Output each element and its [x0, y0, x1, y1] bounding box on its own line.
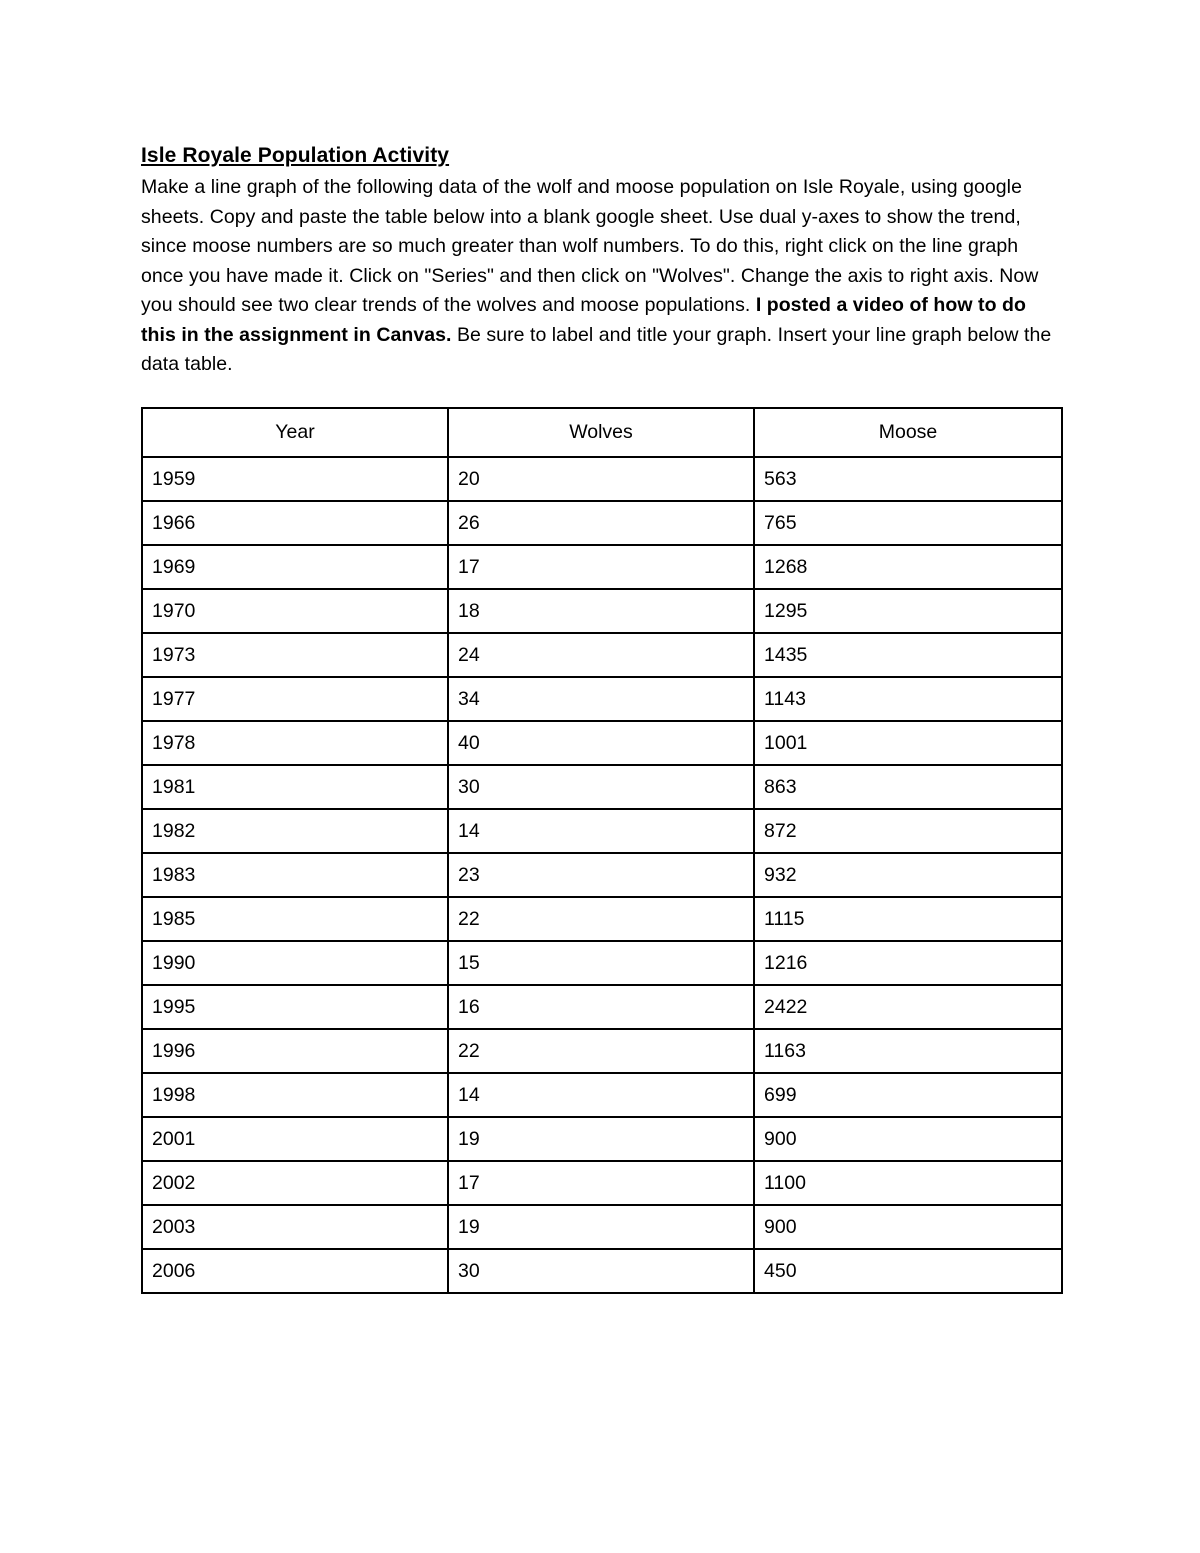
instructions-text-2: Be sure to label and title your graph. Insert your line graph below the data table.: [141, 323, 1052, 375]
document-body: [141, 141, 1061, 380]
cell-moose: 765: [754, 501, 1062, 545]
cell-moose: 872: [754, 809, 1062, 853]
cell-wolves: 19: [448, 1205, 754, 1249]
instructions-paragraph: [141, 173, 1061, 380]
table-header: [142, 408, 1062, 457]
table-row: [142, 633, 1062, 677]
table-row: [142, 1029, 1062, 1073]
table-row: [142, 1205, 1062, 1249]
cell-wolves: 30: [448, 1249, 754, 1293]
table-row: [142, 941, 1062, 985]
header-wolves: Wolves: [448, 408, 754, 457]
table-row: [142, 765, 1062, 809]
cell-year: 1996: [142, 1029, 448, 1073]
table-row: [142, 545, 1062, 589]
cell-year: 1995: [142, 985, 448, 1029]
cell-year: 1978: [142, 721, 448, 765]
table-row: [142, 985, 1062, 1029]
cell-wolves: 40: [448, 721, 754, 765]
cell-moose: 1001: [754, 721, 1062, 765]
cell-moose: 563: [754, 457, 1062, 501]
cell-wolves: 14: [448, 809, 754, 853]
cell-year: 1982: [142, 809, 448, 853]
table-body: [142, 457, 1062, 1293]
cell-year: 1998: [142, 1073, 448, 1117]
cell-year: 1959: [142, 457, 448, 501]
table-row: [142, 1161, 1062, 1205]
cell-wolves: 17: [448, 545, 754, 589]
cell-moose: 1295: [754, 589, 1062, 633]
cell-moose: 1163: [754, 1029, 1062, 1073]
cell-wolves: 16: [448, 985, 754, 1029]
cell-wolves: 22: [448, 1029, 754, 1073]
table-row: [142, 589, 1062, 633]
cell-moose: 900: [754, 1117, 1062, 1161]
cell-year: 1966: [142, 501, 448, 545]
instructions-text-1: Make a line graph of the following data of the wolf and moose population on Isle Royale, using google sheets. Copy and paste the table below into a blank google sheet. Use dual y-axes to show the trend, since moose numbers are so much greater than wolf numbers. To do this, right click on the line graph once you have made it. Click on "Series" and then click on "Wolves". Change the axis to right axis. Now you should see two clear trends of the wolves and moose populations.: [141, 176, 1039, 316]
cell-moose: 1143: [754, 677, 1062, 721]
cell-year: 1981: [142, 765, 448, 809]
cell-wolves: 34: [448, 677, 754, 721]
cell-wolves: 14: [448, 1073, 754, 1117]
table-row: [142, 501, 1062, 545]
cell-moose: 1100: [754, 1161, 1062, 1205]
cell-moose: 450: [754, 1249, 1062, 1293]
cell-wolves: 23: [448, 853, 754, 897]
cell-year: 2003: [142, 1205, 448, 1249]
instructions-bold-text: I posted a video of how to do this in the assignment in Canvas.: [141, 294, 1026, 346]
table-row: [142, 1073, 1062, 1117]
cell-wolves: 18: [448, 589, 754, 633]
table-header-row: [142, 408, 1062, 457]
cell-year: 1970: [142, 589, 448, 633]
table-row: [142, 1117, 1062, 1161]
cell-year: 1983: [142, 853, 448, 897]
cell-moose: 1216: [754, 941, 1062, 985]
table-row: [142, 677, 1062, 721]
header-moose: Moose: [754, 408, 1062, 457]
cell-wolves: 17: [448, 1161, 754, 1205]
cell-wolves: 24: [448, 633, 754, 677]
cell-year: 1973: [142, 633, 448, 677]
cell-year: 2002: [142, 1161, 448, 1205]
cell-wolves: 26: [448, 501, 754, 545]
table-row: [142, 457, 1062, 501]
cell-year: 1977: [142, 677, 448, 721]
cell-moose: 1268: [754, 545, 1062, 589]
cell-wolves: 30: [448, 765, 754, 809]
cell-year: 2006: [142, 1249, 448, 1293]
table-row: [142, 897, 1062, 941]
table-row: [142, 721, 1062, 765]
cell-wolves: 22: [448, 897, 754, 941]
cell-moose: 932: [754, 853, 1062, 897]
cell-year: 1985: [142, 897, 448, 941]
population-data-table: [141, 407, 1063, 1294]
document-title: Isle Royale Population Activity: [141, 144, 450, 167]
cell-moose: 699: [754, 1073, 1062, 1117]
cell-year: 1969: [142, 545, 448, 589]
cell-moose: 1435: [754, 633, 1062, 677]
table-row: [142, 809, 1062, 853]
header-year: Year: [142, 408, 448, 457]
cell-wolves: 20: [448, 457, 754, 501]
cell-moose: 1115: [754, 897, 1062, 941]
cell-moose: 900: [754, 1205, 1062, 1249]
table-row: [142, 853, 1062, 897]
cell-wolves: 15: [448, 941, 754, 985]
cell-wolves: 19: [448, 1117, 754, 1161]
cell-moose: 2422: [754, 985, 1062, 1029]
cell-year: 1990: [142, 941, 448, 985]
cell-moose: 863: [754, 765, 1062, 809]
cell-year: 2001: [142, 1117, 448, 1161]
table-row: [142, 1249, 1062, 1293]
